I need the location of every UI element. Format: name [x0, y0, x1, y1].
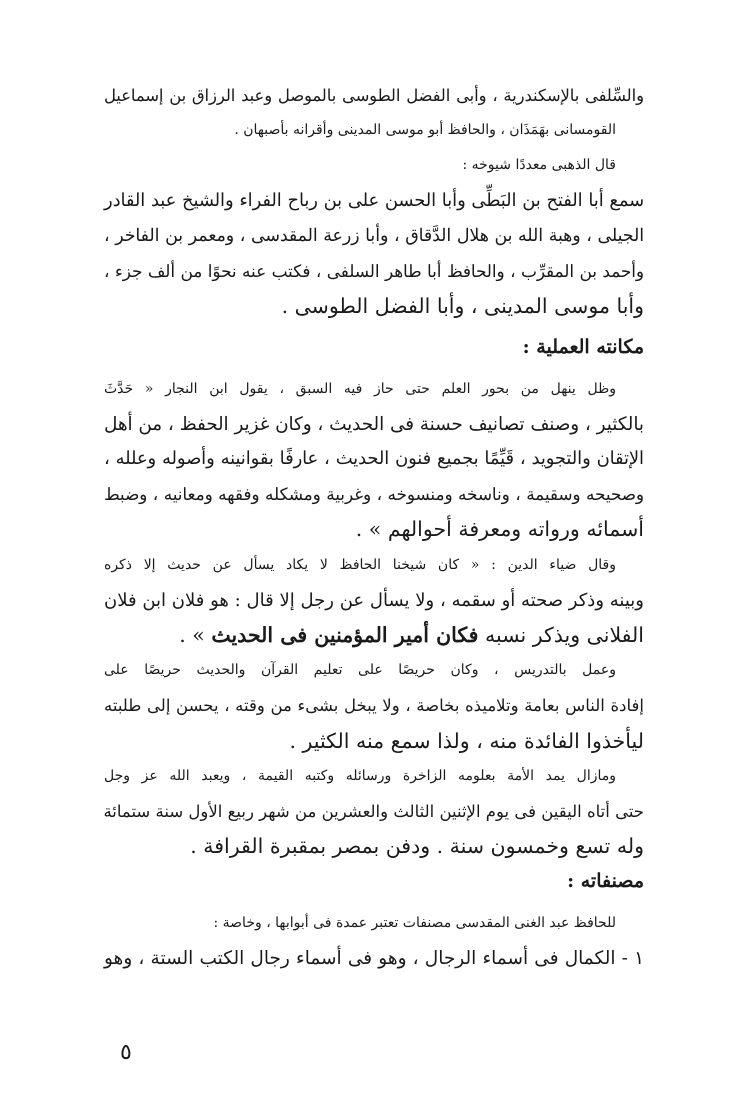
text-line: الجيلى ، وهبة الله بن هلال الدَّقاق ، وأبا زرعة المقدسى ، ومعمر بن الفاخر ،	[104, 225, 644, 246]
text-line: ليأخذوا الفائدة منه ، ولذا سمع منه الكثير .	[289, 728, 644, 753]
section-heading-scholarly-status: مكانته العملية :	[522, 336, 644, 359]
text-line: وعمل بالتدريس ، وكان حريصًا على تعليم القرآن والحديث حريصًا على	[104, 662, 616, 679]
paragraph-death	[104, 759, 644, 865]
text-line: للحافظ عبد الغنى المقدسى مصنفات تعتبر عمدة فى أبوابها ، وخاصة :	[213, 914, 616, 931]
text-line: وقال ضياء الدين : « كان شيخنا الحافظ لا يكاد يسأل عن حديث إلا ذكره	[104, 556, 616, 573]
paragraph-teachers-cities	[104, 78, 644, 148]
paragraph-teaching	[104, 653, 644, 759]
text-line: وصحيحه وسقيمة ، وناسخه ومنسوخه ، وغربية ومشكله وفقهه ومعانيه ، وضبط	[104, 484, 644, 505]
text-line: ومازال يمد الأمة بعلومه الزاخرة ورسائله وكتبه القيمة ، ويعبد الله عز وجل	[104, 767, 616, 784]
text-line: وأحمد بن المقرِّب ، والحافظ أبا طاهر السلفى ، فكتب عنه نحوًا من ألف جزء ،	[104, 261, 644, 282]
text-line: وله تسع وخمسون سنة . ودفن بمصر بمقبرة القرافة .	[190, 834, 644, 859]
text-line: القومسانى بهَمَذَان ، والحافظ أبو موسى المدينى وأقرانه بأصبهان .	[234, 122, 616, 139]
text-line: أسمائه ورواته ومعرفة أحوالهم » .	[355, 517, 644, 542]
section-heading-works: مصنفاته :	[567, 870, 644, 893]
paragraph-diya-quote	[104, 548, 644, 654]
text-line: وبينه وذكر صحته أو سقمه ، ولا يسأل عن رجل إلا قال : هو فلان ابن فلان	[104, 589, 644, 611]
text-line	[104, 618, 644, 653]
page-body	[104, 78, 644, 976]
text-plain: الفلانى ويذكر نسبه	[485, 623, 644, 648]
text-line: وأبا موسى المدينى ، وأبا الفضل الطوسى .	[281, 294, 644, 319]
text-line: قال الذهبى معددًا شيوخه :	[462, 157, 616, 174]
text-line: بالكثير ، وصنف تصانيف حسنة فى الحديث ، وكان غزير الحفظ ، من أهل	[104, 413, 644, 435]
text-line: حتى أتاه اليقين فى يوم الإثنين الثالث والعشرين من شهر ربيع الأول سنة ستمائة	[103, 802, 644, 822]
paragraph-teachers-list	[104, 184, 644, 325]
text-plain: » .	[179, 623, 205, 648]
paragraph-works-intro	[104, 906, 644, 976]
text-line: وظل ينهل من بحور العلم حتى حاز فيه السبق ، يقول ابن النجار « حَدَّثَ	[104, 380, 616, 397]
paragraph-dhahabi-intro	[104, 148, 644, 183]
text-line: إفادة الناس بعامة وتلاميذه بخاصة ، ولا يبخل بشىء من وقته ، يحسن إلى طلبته	[104, 696, 644, 716]
text-line: والسِّلفى بالإسكندرية ، وأبى الفضل الطوسى بالموصل وعبد الرزاق بن إسماعيل	[104, 86, 644, 105]
paragraph-ibn-najjar-quote	[104, 372, 644, 548]
text-bold-title: فكان أمير المؤمنين فى الحديث	[211, 623, 479, 648]
page-number: ٥	[120, 1040, 132, 1065]
text-line: الإتقان والتجويد ، قَيِّمًا بجميع فنون الحديث ، عارفًا بقوانينه وأصوله وعلله ،	[104, 449, 644, 470]
text-line: سمع أبا الفتح بن البَطِّى وأبا الحسن على بن رباح الفراء والشيخ عبد القادر	[104, 190, 644, 211]
text-line: ١ - الكمال فى أسماء الرجال ، وهو فى أسماء رجال الكتب الستة ، وهو	[104, 947, 644, 969]
